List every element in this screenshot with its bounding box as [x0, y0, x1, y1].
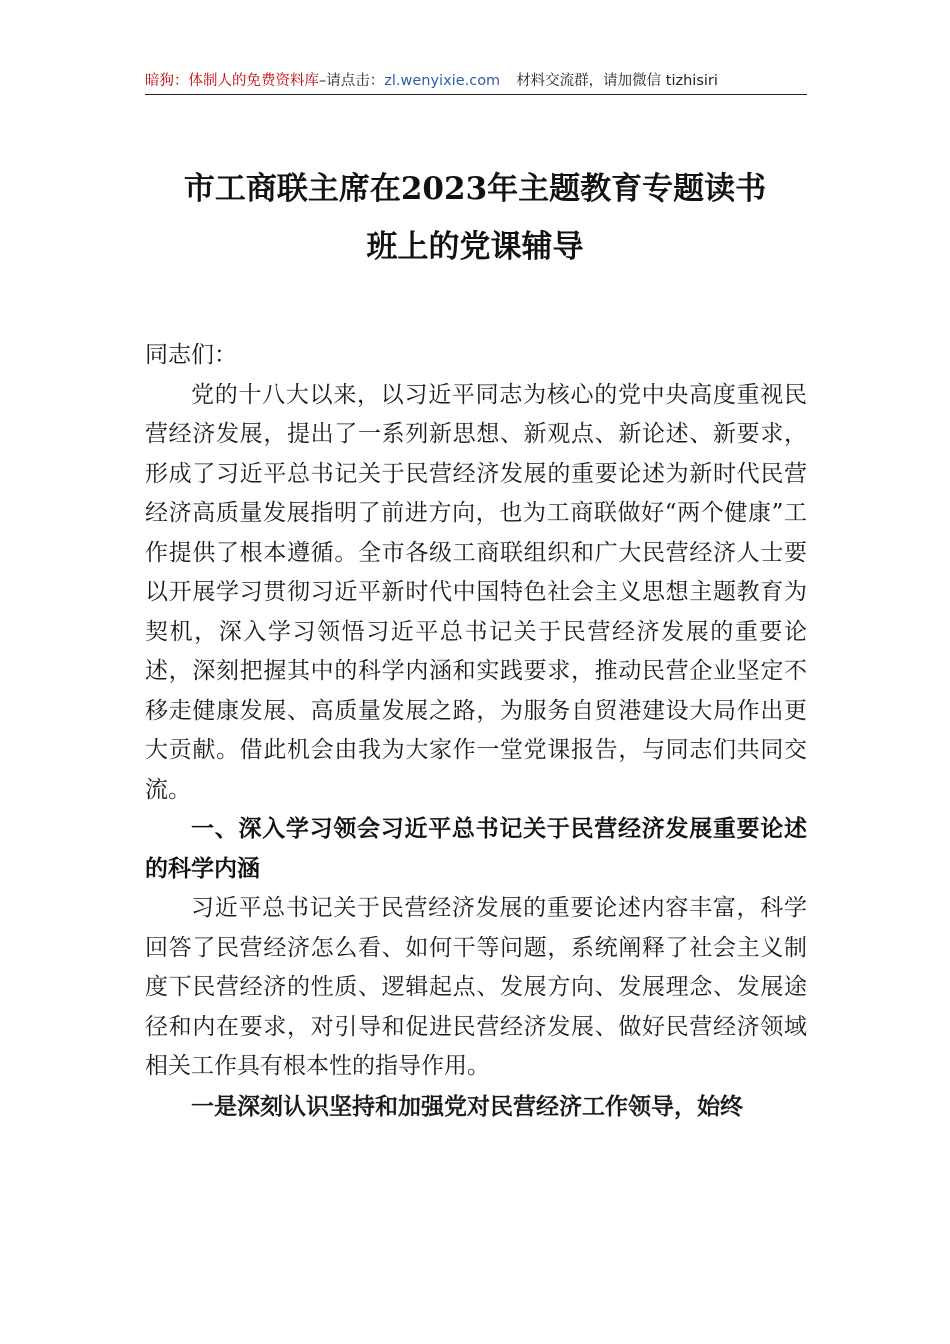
document-header: [145, 70, 807, 92]
point-1-text: 一是深刻认识坚持和加强党对民营经济工作领导，始终: [191, 1092, 743, 1120]
document-body: [145, 336, 807, 1126]
title-line-2: 班上的党课辅导: [366, 229, 584, 265]
group-info: 材料交流群，请加微信 tizhisiri: [516, 73, 718, 89]
site-url-link[interactable]: zl.wenyixie.com: [384, 73, 501, 89]
click-prompt: –请点击：: [319, 73, 385, 89]
intro-paragraph: 党的十八大以来，以习近平同志为核心的党中央高度重视民营经济发展，提出了一系列新思想、新观点、新论述、新要求，形成了习近平总书记关于民营经济发展的重要论述为新时代民营经济高质量发展指明了前进方向，也为工商联做好“两个健康”工作提供了根本遵循。全市各级工商联组织和广大民营经济人士要以开展学习贯彻习近平新时代中国特色社会主义思想主题教育为契机，深入学习领悟习近平总书记关于民营经济发展的重要论述，深刻把握其中的科学内涵和实践要求，推动民营企业坚定不移走健康发展、高质量发展之路，为服务自贸港建设大局作出更大贡献。借此机会由我为大家作一堂党课报告，与同志们共同交流。: [145, 381, 807, 803]
site-label: 暗狗：体制人的免费资料库: [145, 73, 319, 89]
section-1-paragraph: 习近平总书记关于民营经济发展的重要论述内容丰富，科学回答了民营经济怎么看、如何干等问题，系统阐释了社会主义制度下民营经济的性质、逻辑起点、发展方向、发展理念、发展途径和内在要求，对引导和促进民营经济发展、做好民营经济领域相关工作具有根本性的指导作用。: [145, 895, 807, 1079]
salutation: 同志们：: [145, 342, 237, 368]
header-divider: [145, 94, 807, 95]
title-line-1: 市工商联主席在2023年主题教育专题读书: [183, 171, 767, 207]
document-title: [120, 160, 830, 276]
section-1-heading: 一、深入学习领会习近平总书记关于民营经济发展重要论述的科学内涵: [145, 816, 807, 882]
